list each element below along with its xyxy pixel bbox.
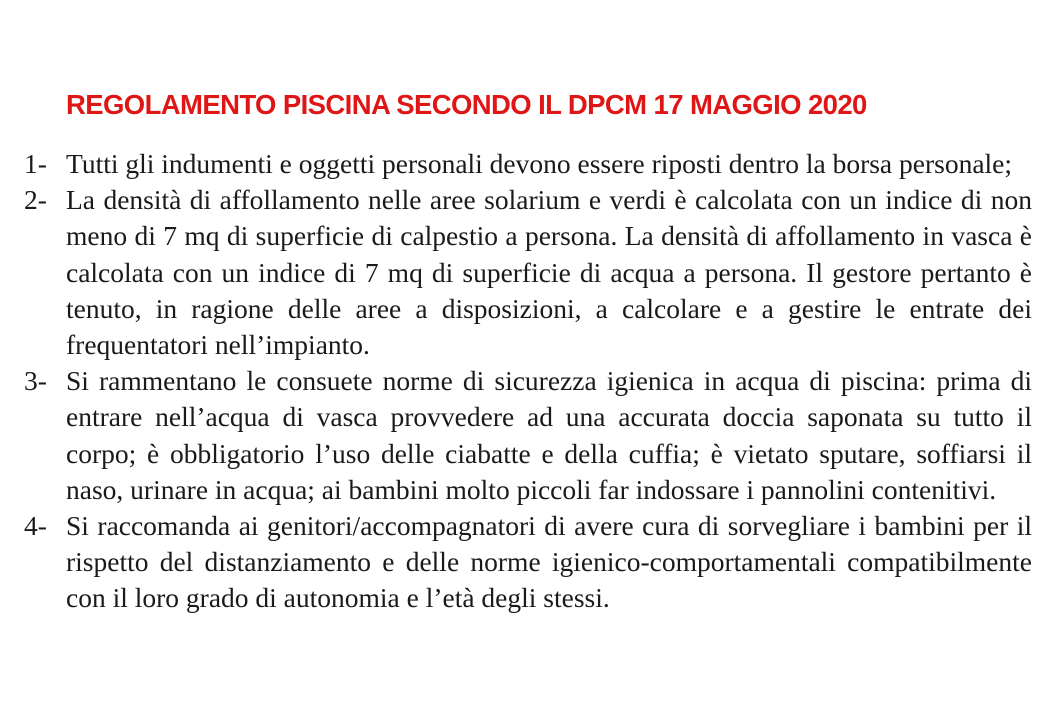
page-title: REGOLAMENTO PISCINA SECONDO IL DPCM 17 MAGGIO 2020 bbox=[66, 89, 867, 120]
rule-number: 1- bbox=[24, 148, 47, 179]
rule-item-4 bbox=[24, 508, 1032, 617]
rule-text: La densità di affollamento nelle aree solarium e verdi è calcolata con un indice di non meno di 7 mq di superficie di calpestio a persona. La densità di affollamento in vasca è calcolata con un indice di 7 mq di superficie di acqua a persona. Il gestore pertanto è tenuto, in ragione delle aree a disposizioni, a calcolare e a gestire le entrate dei frequentatori nell’impianto. bbox=[66, 184, 1032, 361]
rule-item-3 bbox=[24, 363, 1032, 508]
rules-list bbox=[24, 146, 1032, 617]
rule-text: Tutti gli indumenti e oggetti personali devono essere riposti dentro la borsa personale; bbox=[66, 148, 1013, 179]
rule-text: Si rammentano le consuete norme di sicurezza igienica in acqua di piscina: prima di entrare nell’acqua di vasca provvedere ad una accurata doccia saponata su tutto il corpo; è obbligatorio l’uso delle ciabatte e della cuffia; è vietato sputare, soffiarsi il naso, urinare in acqua; ai bambini molto piccoli far indossare i pannolini contenitivi. bbox=[66, 365, 1032, 505]
rule-number: 2- bbox=[24, 184, 47, 216]
rule-item-2 bbox=[24, 182, 1032, 363]
rule-number: 3- bbox=[24, 365, 47, 397]
rule-item-1 bbox=[24, 146, 1032, 182]
rule-number: 4- bbox=[24, 510, 47, 542]
rule-text: Si raccomanda ai genitori/accompagnatori di avere cura di sorvegliare i bambini per il rispetto del distanziamento e delle norme igienico-comportamentali compatibilmente con il loro grado di autonomia e l’età degli stessi. bbox=[66, 510, 1032, 614]
